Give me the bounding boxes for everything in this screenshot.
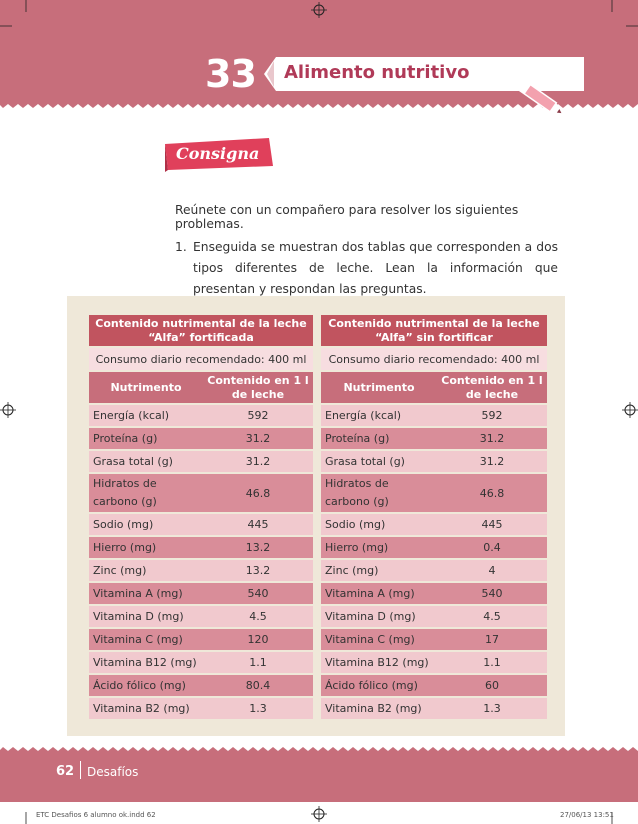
nutrimento-cell: Ácido fólico (mg) xyxy=(89,675,203,696)
nutrimento-cell: Vitamina B12 (mg) xyxy=(89,652,203,673)
table-row xyxy=(89,583,313,604)
table-row xyxy=(321,583,547,604)
value-cell: 31.2 xyxy=(203,428,313,449)
value-cell: 4.5 xyxy=(437,606,547,627)
consigna-label: Consigna xyxy=(176,144,260,163)
value-cell: 445 xyxy=(203,514,313,535)
nutrimento-cell: Zinc (mg) xyxy=(89,560,203,581)
value-cell: 17 xyxy=(437,629,547,650)
value-cell: 80.4 xyxy=(203,675,313,696)
table-row xyxy=(321,514,547,535)
print-slug-file: ETC Desafios 6 alumno ok.indd 62 xyxy=(36,811,156,819)
value-cell: 31.2 xyxy=(437,451,547,472)
table-row xyxy=(321,606,547,627)
footer-divider xyxy=(80,761,81,779)
table-row xyxy=(89,606,313,627)
value-cell: 120 xyxy=(203,629,313,650)
value-cell: 13.2 xyxy=(203,537,313,558)
table-row xyxy=(321,629,547,650)
value-cell: 592 xyxy=(203,405,313,426)
table-row xyxy=(89,405,313,426)
table-row xyxy=(321,428,547,449)
table-row xyxy=(321,560,547,581)
nutrimento-cell: Vitamina C (mg) xyxy=(321,629,437,650)
table-row xyxy=(89,675,313,696)
table-row xyxy=(89,451,313,472)
table-row xyxy=(89,629,313,650)
value-cell: 592 xyxy=(437,405,547,426)
nutrimento-cell: Proteína (g) xyxy=(89,428,203,449)
table-row xyxy=(89,652,313,673)
value-cell: 540 xyxy=(437,583,547,604)
footer-label: Desafíos xyxy=(87,765,139,779)
table-row xyxy=(89,514,313,535)
value-cell: 4 xyxy=(437,560,547,581)
page-number: 62 xyxy=(56,764,75,779)
nutrimento-cell: Hierro (mg) xyxy=(89,537,203,558)
value-cell: 445 xyxy=(437,514,547,535)
column-header-contenido: Contenido en 1 l de leche xyxy=(437,372,547,403)
nutrimento-cell: Vitamina C (mg) xyxy=(89,629,203,650)
nutrimento-cell: Sodio (mg) xyxy=(321,514,437,535)
nutrimento-cell: Hidratos de carbono (g) xyxy=(321,474,437,512)
table-row xyxy=(89,537,313,558)
nutrimento-cell: Hidratos de carbono (g) xyxy=(89,474,203,512)
column-header-contenido: Contenido en 1 l de leche xyxy=(203,372,313,403)
column-header-nutrimento: Nutrimento xyxy=(89,372,203,403)
value-cell: 46.8 xyxy=(203,474,313,512)
nutrimento-cell: Proteína (g) xyxy=(321,428,437,449)
nutrimento-cell: Vitamina B2 (mg) xyxy=(89,698,203,719)
value-cell: 4.5 xyxy=(203,606,313,627)
nutrimento-cell: Grasa total (g) xyxy=(321,451,437,472)
table-row xyxy=(321,698,547,719)
table-fortificada xyxy=(89,313,313,721)
pencil-icon xyxy=(510,76,568,120)
question-text: Enseguida se muestran dos tablas que corresponden a dos tipos diferentes de leche. Lean la información que presentan y respondan las preguntas. xyxy=(193,240,558,296)
question-1 xyxy=(175,237,558,300)
consumo-recomendado: Consumo diario recomendado: 400 ml xyxy=(321,348,547,370)
value-cell: 13.2 xyxy=(203,560,313,581)
value-cell: 0.4 xyxy=(437,537,547,558)
nutrimento-cell: Vitamina A (mg) xyxy=(89,583,203,604)
question-number: 1. xyxy=(175,240,187,254)
value-cell: 46.8 xyxy=(437,474,547,512)
nutrimento-cell: Sodio (mg) xyxy=(89,514,203,535)
nutrimento-cell: Grasa total (g) xyxy=(89,451,203,472)
value-cell: 1.3 xyxy=(437,698,547,719)
nutrimento-cell: Energía (kcal) xyxy=(321,405,437,426)
column-header-nutrimento: Nutrimento xyxy=(321,372,437,403)
table-row xyxy=(321,652,547,673)
consumo-recomendado: Consumo diario recomendado: 400 ml xyxy=(89,348,313,370)
value-cell: 1.3 xyxy=(203,698,313,719)
value-cell: 540 xyxy=(203,583,313,604)
nutrimento-cell: Hierro (mg) xyxy=(321,537,437,558)
lesson-number: 33 xyxy=(205,52,256,96)
value-cell: 31.2 xyxy=(437,428,547,449)
intro-text: Reúnete con un compañero para resolver los siguientes problemas. xyxy=(175,203,519,231)
value-cell: 60 xyxy=(437,675,547,696)
table-sin-fortificar xyxy=(321,313,547,721)
table-title: Contenido nutrimental de la leche “Alfa” fortificada xyxy=(89,315,313,346)
table-row xyxy=(321,451,547,472)
nutrimento-cell: Vitamina A (mg) xyxy=(321,583,437,604)
table-row xyxy=(321,675,547,696)
nutrimento-cell: Vitamina D (mg) xyxy=(89,606,203,627)
table-row xyxy=(321,537,547,558)
table-row xyxy=(321,474,547,512)
table-row xyxy=(89,474,313,512)
print-slug-date: 27/06/13 13:51 xyxy=(560,811,614,819)
nutrimento-cell: Vitamina B2 (mg) xyxy=(321,698,437,719)
nutrimento-cell: Energía (kcal) xyxy=(89,405,203,426)
nutrimento-cell: Vitamina B12 (mg) xyxy=(321,652,437,673)
nutrimento-cell: Ácido fólico (mg) xyxy=(321,675,437,696)
table-row xyxy=(321,405,547,426)
table-row xyxy=(89,698,313,719)
value-cell: 1.1 xyxy=(437,652,547,673)
table-row xyxy=(89,428,313,449)
value-cell: 31.2 xyxy=(203,451,313,472)
value-cell: 1.1 xyxy=(203,652,313,673)
lesson-title: Alimento nutritivo xyxy=(284,62,470,83)
table-title: Contenido nutrimental de la leche “Alfa” sin fortificar xyxy=(321,315,547,346)
nutrimento-cell: Zinc (mg) xyxy=(321,560,437,581)
table-row xyxy=(89,560,313,581)
nutrimento-cell: Vitamina D (mg) xyxy=(321,606,437,627)
